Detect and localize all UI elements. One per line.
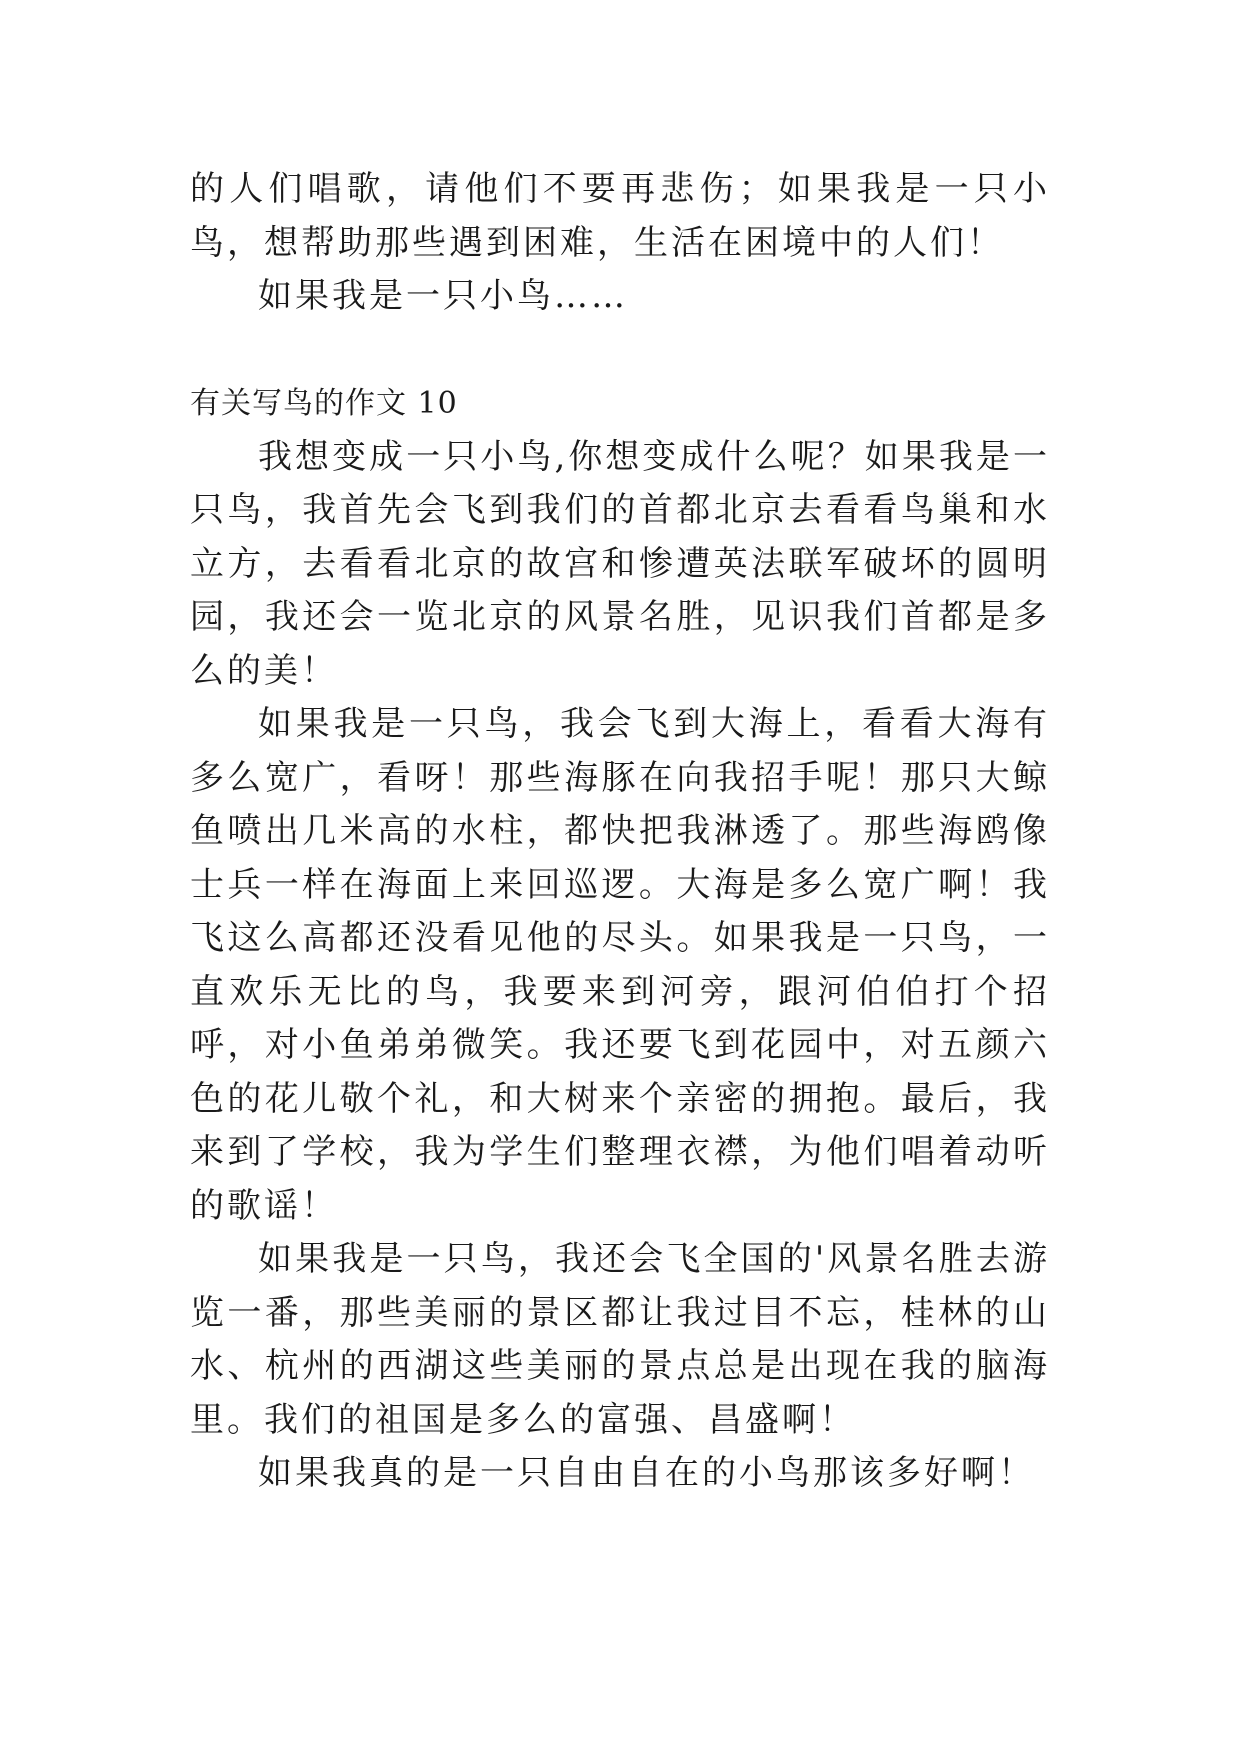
paragraph-1: 我想变成一只小鸟,你想变成什么呢？如果我是一只鸟，我首先会飞到我们的首都北京去看看鸟巢和水立方，去看看北京的故宫和惨遭英法联军破坏的圆明园，我还会一览北京的风景名胜，见识我们首都是多么的美！ [190,436,1050,691]
paragraph-continued: 的人们唱歌，请他们不要再悲伤；如果我是一只小鸟，想帮助那些遇到困难，生活在困境中的人们！ [190,169,1050,263]
section-heading: 有关写鸟的作文 10 [190,386,458,421]
document-body [190,163,1050,1501]
paragraph-ellipsis: 如果我是一只小鸟…… [258,276,628,316]
paragraph-4: 如果我真的是一只自由自在的小鸟那该多好啊！ [258,1453,1035,1493]
paragraph-3: 如果我是一只鸟，我还会飞全国的'风景名胜去游览一番，那些美丽的景区都让我过目不忘，桂林的山水、杭州的西湖这些美丽的景点总是出现在我的脑海里。我们的祖国是多么的富强、昌盛啊！ [190,1239,1050,1440]
paragraph-2: 如果我是一只鸟，我会飞到大海上，看看大海有多么宽广，看呀！那些海豚在向我招手呢！那只大鲸鱼喷出几米高的水柱，都快把我淋透了。那些海鸥像士兵一样在海面上来回巡逻。大海是多么宽广啊！我飞这么高都还没看见他的尽头。如果我是一只鸟，一直欢乐无比的鸟，我要来到河旁，跟河伯伯打个招呼，对小鱼弟弟微笑。我还要飞到花园中，对五颜六色的花儿敬个礼，和大树来个亲密的拥抱。最后，我来到了学校，我为学生们整理衣襟，为他们唱着动听的歌谣！ [190,704,1050,1226]
paragraph-gap [190,324,1050,378]
